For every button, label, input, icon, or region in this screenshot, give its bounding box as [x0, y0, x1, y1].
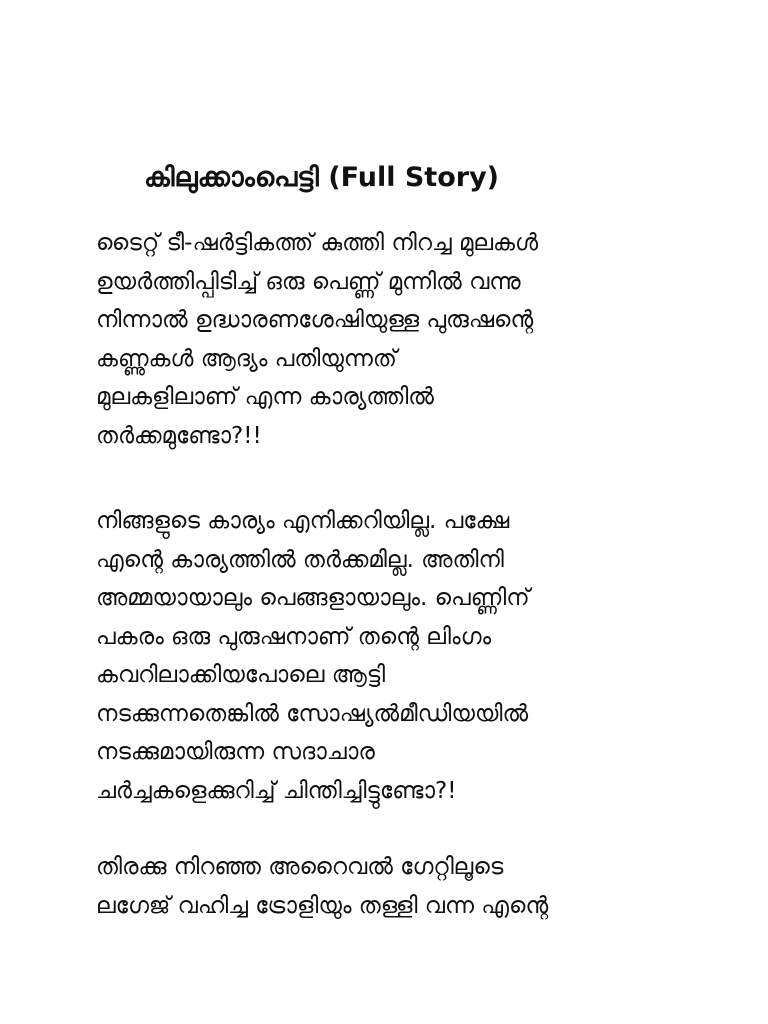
- paragraph-3: [96, 848, 696, 925]
- text-line: ഉയർത്തിപ്പിടിച്ച് ഒരു പെണ്ണ് മുന്നിൽ വന്നു: [96, 268, 521, 295]
- text-line: അമ്മയായാലും പെങ്ങളായാലും. പെണ്ണിന്: [96, 585, 530, 611]
- text-line: നിങ്ങളുടെ കാര്യം എനിക്കറിയില്ല. പക്ഷേ: [96, 508, 510, 534]
- paragraph-1: [96, 224, 696, 455]
- text-line: ചർച്ചകളെക്കുറിച്ച് ചിന്തിച്ചിട്ടുണ്ടോ?!: [96, 777, 457, 804]
- paragraph-2: [96, 502, 696, 810]
- text-line: നടക്കുമായിരുന്ന സദാചാര: [96, 739, 375, 765]
- text-line: എന്റെ കാര്യത്തിൽ തർക്കമില്ല. അതിനി: [96, 546, 504, 573]
- text-line: പകരം ഒരു പുരുഷനാണ് തന്റെ ലിംഗം: [96, 623, 492, 650]
- text-line: കണ്ണുകൾ ആദ്യം പതിയുന്നത്: [96, 345, 397, 372]
- text-line: നിന്നാൽ ഉദ്ധാരണശേഷിയുള്ള പുരുഷന്റെ: [96, 307, 534, 333]
- text-line: ലഗേജ് വഹിച്ച ട്രോളിയും തള്ളി വന്ന എന്റെ: [96, 892, 549, 919]
- text-line: തിരക്കു നിറഞ്ഞ അറൈവൽ ഗേറ്റിലൂടെ: [96, 854, 504, 880]
- text-line: മുലകളിലാണ് എന്ന കാര്യത്തിൽ: [96, 384, 434, 410]
- story-title: കിലുക്കാംപെട്ടി (Full Story): [144, 162, 500, 193]
- text-line: ടൈറ്റ് ടീ-ഷർട്ടികത്ത് കുത്തി നിറച്ച മുലകൾ: [96, 230, 539, 256]
- text-line: നടക്കുന്നതെങ്കിൽ സോഷ്യൽമീഡിയയിൽ: [96, 700, 529, 727]
- text-line: കവറിലാക്കിയപോലെ ആട്ടി: [96, 662, 386, 688]
- text-line: തർക്കമുണ്ടോ?!!: [96, 422, 262, 449]
